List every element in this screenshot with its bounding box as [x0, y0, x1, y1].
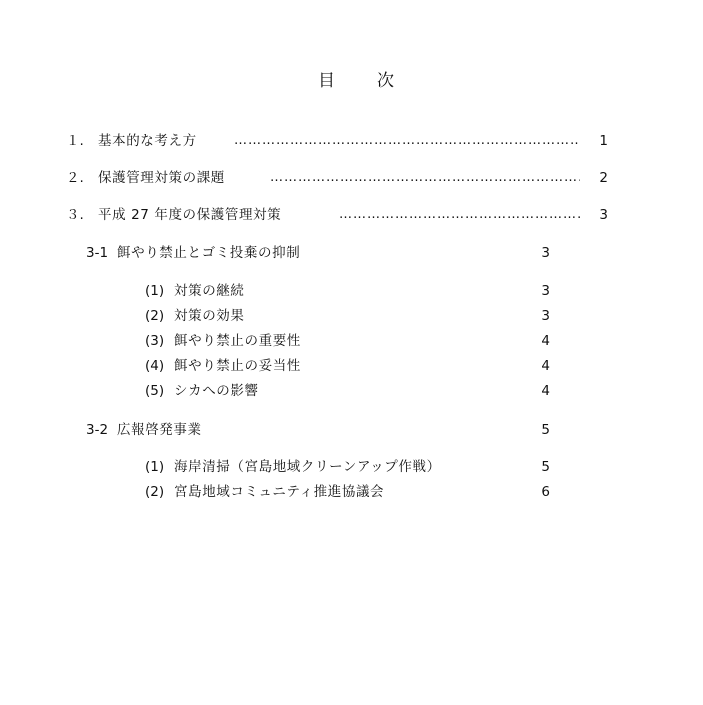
item-title: 餌やり禁止の妥当性	[174, 358, 301, 374]
item-number: (4)	[145, 358, 165, 374]
item-number: (3)	[145, 333, 165, 349]
subsection-title: 広報啓発事業	[117, 422, 202, 438]
dot-leader	[270, 168, 580, 188]
toc-item[interactable]	[0, 331, 703, 351]
item-page: 6	[541, 484, 550, 500]
section-page: 1	[599, 133, 608, 149]
toc-item[interactable]	[0, 281, 703, 301]
item-number: (1)	[145, 283, 165, 299]
toc-section[interactable]	[0, 168, 703, 188]
title-char-2: 次	[377, 71, 396, 91]
section-number: ２.	[66, 170, 84, 186]
toc-item[interactable]	[0, 482, 703, 502]
item-number: (2)	[145, 308, 165, 324]
toc-item[interactable]	[0, 356, 703, 376]
toc-item[interactable]	[0, 306, 703, 326]
subsection-page: 3	[541, 245, 550, 261]
section-page: 3	[599, 207, 608, 223]
item-page: 4	[541, 358, 550, 374]
item-title: 対策の継続	[174, 283, 245, 299]
toc-item[interactable]	[0, 457, 703, 477]
section-number: １.	[66, 133, 84, 149]
subsection-page: 5	[541, 422, 550, 438]
item-page: 3	[541, 308, 550, 324]
toc-subsection[interactable]	[0, 420, 703, 440]
item-page: 4	[541, 333, 550, 349]
section-title: 基本的な考え方	[98, 133, 197, 149]
item-number: (1)	[145, 459, 165, 475]
item-title: 宮島地域コミュニティ推進協議会	[174, 484, 385, 500]
section-page: 2	[599, 170, 608, 186]
item-title: 海岸清掃（宮島地域クリーンアップ作戦）	[174, 459, 441, 475]
item-page: 3	[541, 283, 550, 299]
item-title: シカへの影響	[174, 383, 259, 399]
toc-item[interactable]	[0, 381, 703, 401]
item-number: (5)	[145, 383, 165, 399]
toc-section[interactable]	[0, 131, 703, 151]
section-title: 平成 27 年度の保護管理対策	[98, 207, 282, 223]
item-page: 5	[541, 459, 550, 475]
toc-subsection[interactable]	[0, 243, 703, 263]
subsection-number: 3-1	[86, 245, 109, 261]
item-page: 4	[541, 383, 550, 399]
title-char-1: 目	[318, 71, 337, 91]
toc-section[interactable]	[0, 205, 703, 225]
subsection-title: 餌やり禁止とゴミ投棄の抑制	[117, 245, 301, 261]
section-title: 保護管理対策の課題	[98, 170, 225, 186]
item-title: 餌やり禁止の重要性	[174, 333, 301, 349]
dot-leader	[339, 205, 580, 225]
item-number: (2)	[145, 484, 165, 500]
section-number: ３.	[66, 207, 84, 223]
item-title: 対策の効果	[174, 308, 245, 324]
subsection-number: 3-2	[86, 422, 109, 438]
dot-leader	[234, 131, 580, 151]
